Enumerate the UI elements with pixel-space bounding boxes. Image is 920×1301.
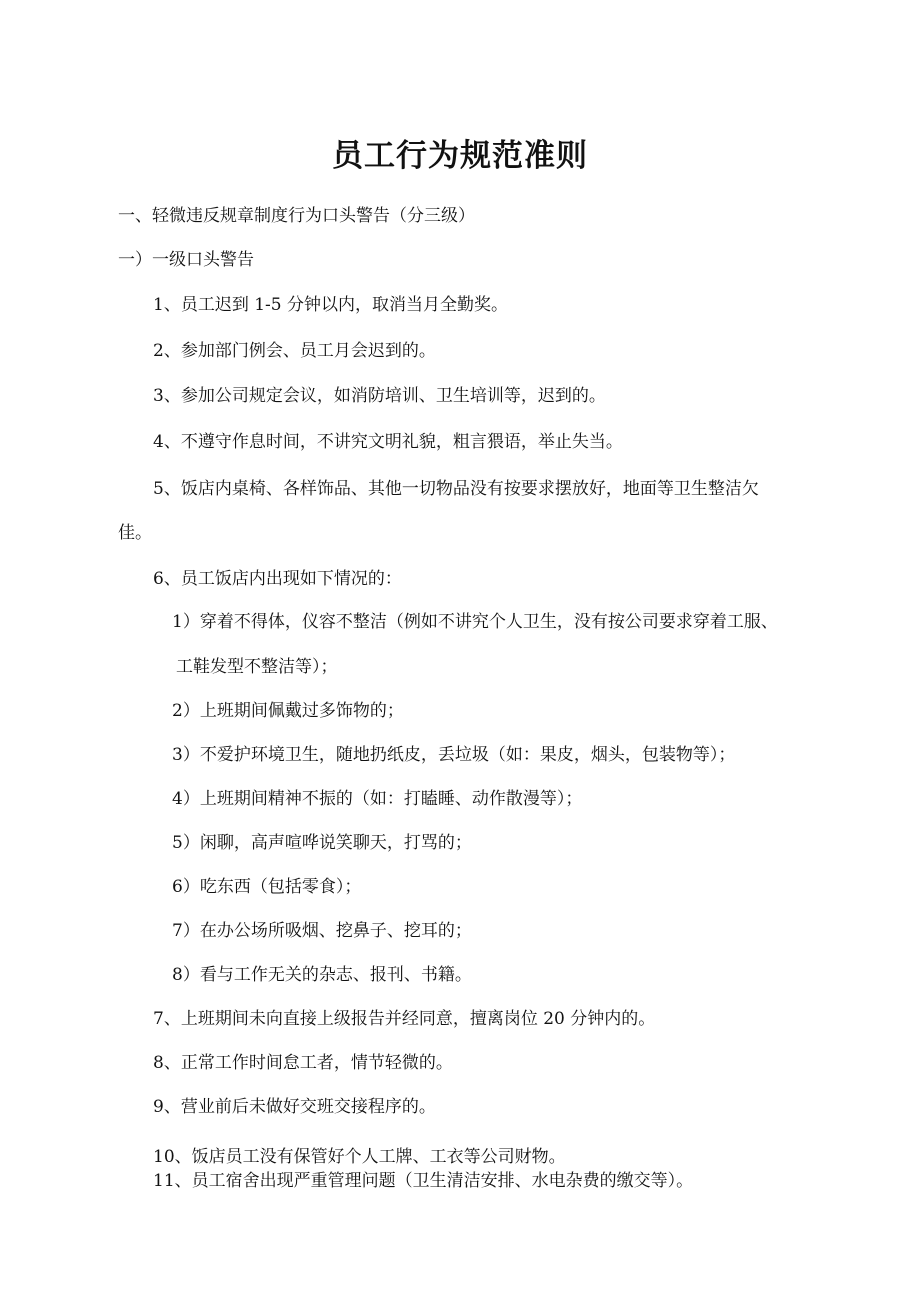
sub-list-item: 5）闲聊，高声喧哗说笑聊天，打骂的； xyxy=(172,833,472,853)
sub-list-item: 8）看与工作无关的杂志、报刊、书籍。 xyxy=(172,965,472,985)
list-item: 4、不遵守作息时间，不讲究文明礼貌，粗言猥语，举止失当。 xyxy=(153,432,623,452)
list-item: 1、员工迟到 1-5 分钟以内，取消当月全勤奖。 xyxy=(153,295,508,315)
list-item: 8、正常工作时间怠工者，情节轻微的。 xyxy=(153,1053,453,1073)
list-item: 3、参加公司规定会议，如消防培训、卫生培训等，迟到的。 xyxy=(153,386,606,406)
sub-list-item: 6）吃东西（包括零食）； xyxy=(172,877,362,897)
sub-list-item: 3）不爱护环境卫生，随地扔纸皮，丢垃圾（如：果皮，烟头，包装物等）； xyxy=(172,745,736,765)
section-heading: 一、轻微违反规章制度行为口头警告（分三级） xyxy=(118,206,475,226)
sub-list-item: 4）上班期间精神不振的（如：打瞌睡、动作散漫等）； xyxy=(172,789,583,809)
list-item: 6、员工饭店内出现如下情况的： xyxy=(153,569,402,589)
list-item: 11、员工宿舍出现严重管理问题（卫生清洁安排、水电杂费的缴交等）。 xyxy=(153,1171,694,1191)
sub-list-item: 7）在办公场所吸烟、挖鼻子、挖耳的； xyxy=(172,921,472,941)
list-item: 2、参加部门例会、员工月会迟到的。 xyxy=(153,341,436,361)
list-item: 7、上班期间未向直接上级报告并经同意，擅离岗位 20 分钟内的。 xyxy=(153,1009,656,1029)
list-item-continuation: 佳。 xyxy=(118,523,152,543)
sub-list-item-continuation: 工鞋发型不整洁等）； xyxy=(176,657,338,677)
list-item: 9、营业前后未做好交班交接程序的。 xyxy=(153,1097,436,1117)
sub-list-item: 2）上班期间佩戴过多饰物的； xyxy=(172,701,404,721)
list-item: 5、饭店内桌椅、各样饰品、其他一切物品没有按要求摆放好，地面等卫生整洁欠 xyxy=(153,479,759,499)
subsection-heading: 一）一级口头警告 xyxy=(118,250,254,270)
list-item: 10、饭店员工没有保管好个人工牌、工衣等公司财物。 xyxy=(153,1147,566,1167)
sub-list-item: 1）穿着不得体，仪容不整洁（例如不讲究个人卫生，没有按公司要求穿着工服、 xyxy=(172,612,778,632)
page-title: 员工行为规范准则 xyxy=(332,138,588,174)
